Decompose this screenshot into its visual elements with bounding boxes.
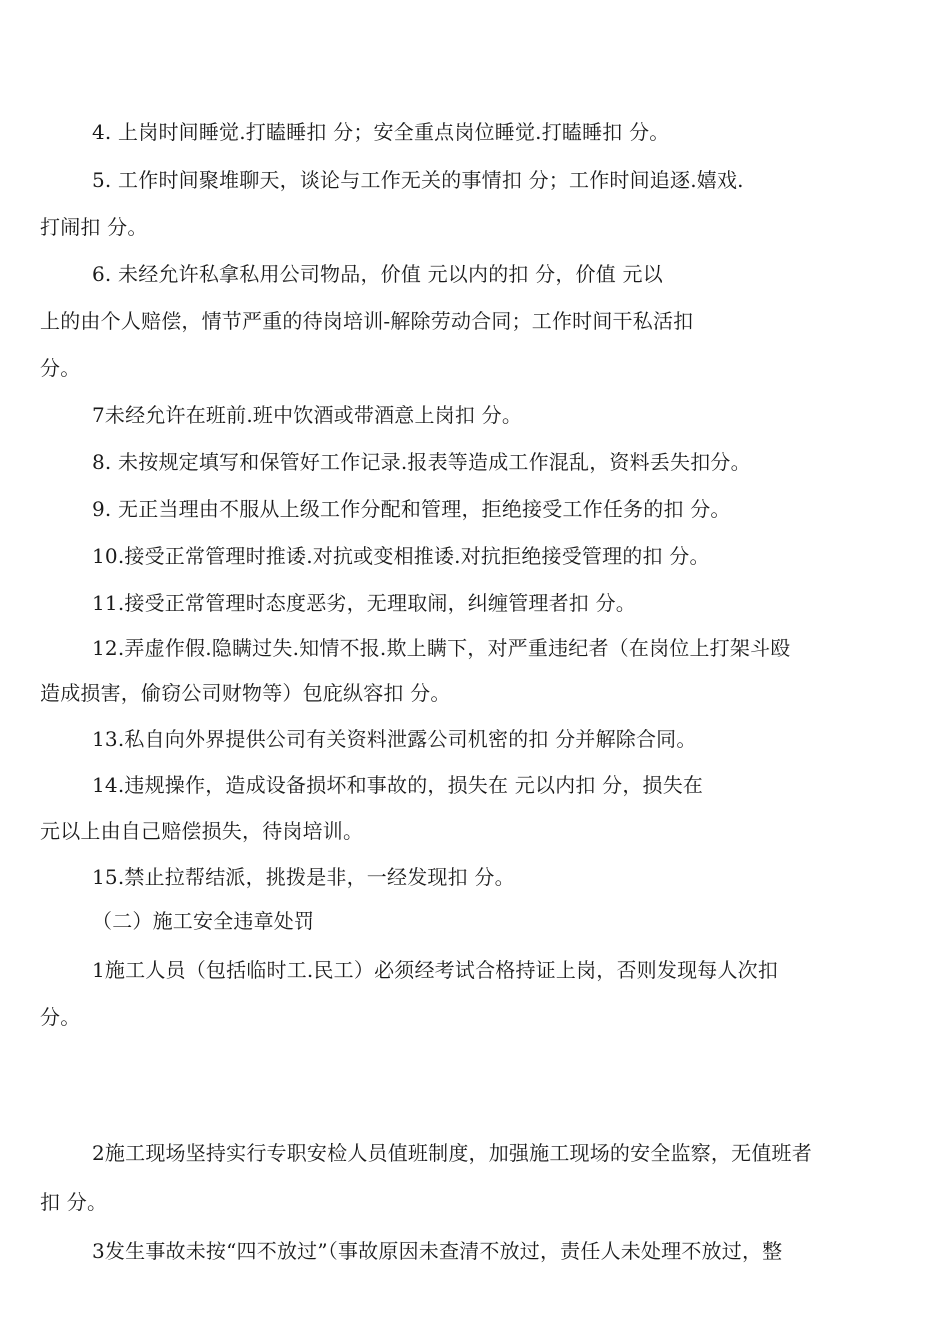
text-line-rule-12: 12.弄虚作假.隐瞒过失.知情不报.欺上瞒下，对严重违纪者（在岗位上打架斗殴 [92,636,791,660]
text-line-rule-11: 11.接受正常管理时态度恶劣，无理取闹，纠缠管理者扣 分。 [92,591,636,615]
text-line-rule-15: 15.禁止拉帮结派，挑拨是非，一经发现扣 分。 [92,865,515,889]
text-line-rule-10: 10.接受正常管理时推诿.对抗或变相推诿.对抗拒绝接受管理的扣 分。 [92,544,710,568]
section-heading: （二）施工安全违章处罚 [92,909,315,933]
text-line-rule-4: 4. 上岗时间睡觉.打瞌睡扣 分；安全重点岗位睡觉.打瞌睡扣 分。 [92,120,670,144]
text-line-item-1: 1施工人员（包括临时工.民工）必须经考试合格持证上岗，否则发现每人次扣 [92,958,779,982]
text-line-rule-8: 8. 未按规定填写和保管好工作记录.报表等造成工作混乱，资料丢失扣分。 [92,450,751,474]
text-line-item-1-cont: 分。 [40,1005,81,1029]
text-line-rule-6-cont2: 分。 [40,356,81,380]
text-line-rule-13: 13.私自向外界提供公司有关资料泄露公司机密的扣 分并解除合同。 [92,727,697,751]
text-line-rule-5: 5. 工作时间聚堆聊天，谈论与工作无关的事情扣 分；工作时间追逐.嬉戏. [92,168,744,192]
text-line-rule-7: 7未经允许在班前.班中饮酒或带酒意上岗扣 分。 [92,403,523,427]
text-line-rule-14: 14.违规操作，造成设备损坏和事故的，损失在 元以内扣 分，损失在 [92,773,704,797]
text-line-rule-12-cont: 造成损害，偷窃公司财物等）包庇纵容扣 分。 [40,681,451,705]
text-line-rule-14-cont: 元以上由自己赔偿损失，待岗培训。 [40,819,364,843]
text-line-rule-9: 9. 无正当理由不服从上级工作分配和管理，拒绝接受工作任务的扣 分。 [92,497,731,521]
text-line-item-2-cont: 扣 分。 [40,1190,108,1214]
text-line-rule-6-cont: 上的由个人赔偿，情节严重的待岗培训-解除劳动合同；工作时间干私活扣 [40,309,694,333]
text-line-item-3: 3发生事故未按“四不放过”（事故原因未查清不放过，责任人未处理不放过，整 [92,1239,783,1263]
text-line-rule-6: 6. 未经允许私拿私用公司物品，价值 元以内的扣 分，价值 元以 [92,262,663,286]
text-line-item-2: 2施工现场坚持实行专职安检人员值班制度，加强施工现场的安全监察，无值班者 [92,1141,812,1165]
text-line-rule-5-cont: 打闹扣 分。 [40,215,148,239]
